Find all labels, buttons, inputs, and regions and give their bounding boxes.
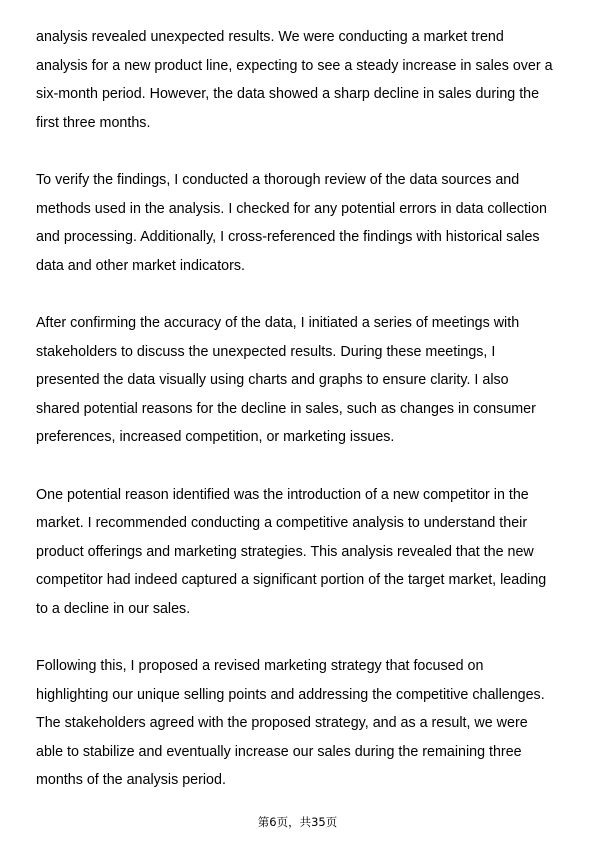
paragraph: After confirming the accuracy of the data, I initiated a series of meetings with stakeholders to discuss the unexpected results. During these meetings, I presented the data visually using charts and graphs to ensure clarity. I also shared potential reasons for the decline in sales, such as changes in consumer preferences, increased competition, or marketing issues.	[36, 314, 536, 446]
paragraph: analysis revealed unexpected results. We were conducting a market trend analysis for a new product line, expecting to see a steady increase in sales over a six-month period. However, the data showed a sharp decline in sales during the first three months.	[36, 29, 553, 131]
paragraph: To verify the findings, I conducted a thorough review of the data sources and methods used in the analysis. I checked for any potential errors in data collection and processing. Additionally, I cross-referenced the findings with historical sales data and other market indicators.	[36, 171, 548, 274]
paragraph: One potential reason identified was the introduction of a new competitor in the market. I recommended conducting a competitive analysis to understand their product offerings and marketing strategies. This analysis revealed that the new competitor had indeed captured a significant portion of the target market, leading to a decline in our sales.	[36, 486, 547, 617]
paragraph: Following this, I proposed a revised marketing strategy that focused on highlighting our unique selling points and addressing the competitive challenges. The stakeholders agreed with the proposed strategy, and as a result, we were able to stabilize and eventually increase our sales during the remaining three months of the analysis period.	[36, 658, 545, 789]
page-number-footer: 第6页，共35页	[257, 815, 338, 829]
body-text	[36, 23, 566, 824]
